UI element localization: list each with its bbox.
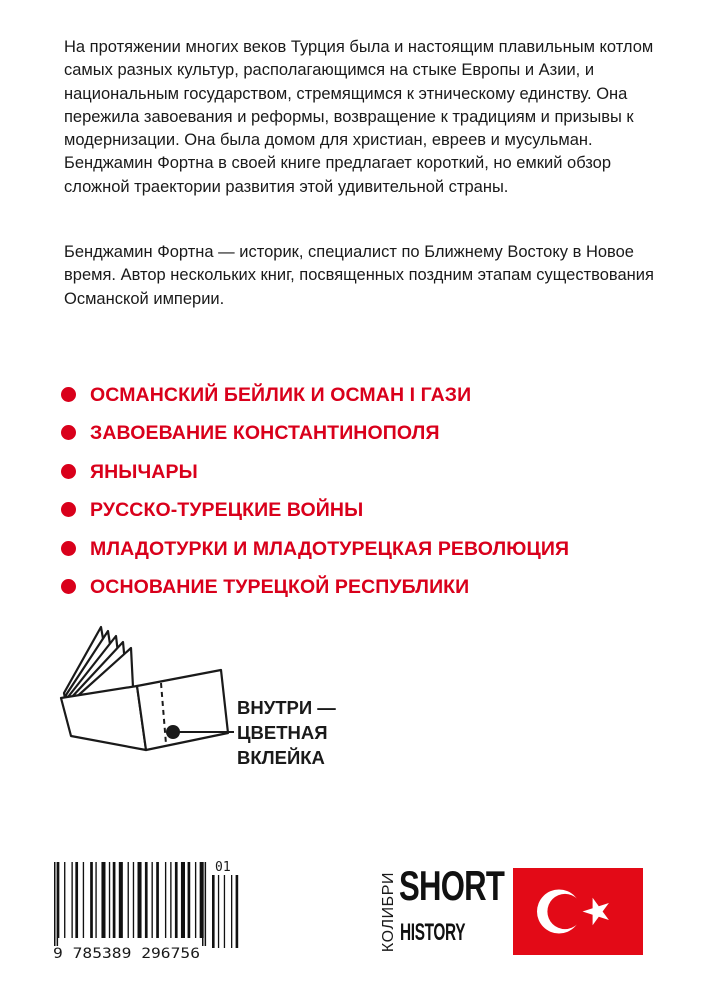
- barcode-bar: [165, 862, 166, 938]
- barcode-bar: [54, 862, 56, 946]
- series-logo-history: HISTORY: [400, 919, 466, 946]
- barcode-bar: [152, 862, 153, 938]
- barcode-bar: [71, 862, 72, 938]
- barcode-addon-digits: 01: [215, 860, 231, 875]
- feature-item: [60, 532, 569, 570]
- isbn-barcode: [52, 858, 252, 962]
- feature-label: ЯНЫЧАРЫ: [90, 460, 198, 483]
- barcode-bar: [231, 875, 232, 948]
- author-bio-paragraph: Бенджамин Фортна — историк, специалист по Ближнему Востоку в Новое время. Автор нескольких книг, посвященных поздним этапам существования Османской империи.: [64, 243, 654, 308]
- barcode-bar: [109, 862, 110, 938]
- insert-note-line-1: ВНУТРИ —: [237, 697, 336, 718]
- feature-item: [60, 378, 569, 416]
- feature-label: ОСМАНСКИЙ БЕЙЛИК И ОСМАН I ГАЗИ: [90, 384, 472, 406]
- barcode-bar: [95, 862, 96, 938]
- barcode-bar: [101, 862, 105, 938]
- insert-note-line-2: ЦВЕТНАЯ: [237, 722, 328, 743]
- bullet-icon: [61, 464, 76, 479]
- barcode-bar: [128, 862, 129, 938]
- barcode-bar: [181, 862, 185, 938]
- feature-item: [60, 455, 569, 493]
- barcode-bar: [133, 862, 134, 938]
- description-paragraph: На протяжении многих веков Турция была и настоящим плавильным котлом самых разных культур, располагающимся на стыке Европы и Азии, и национальным государством, стремящимся к этническому единству. Она пережила завоевания и реформы, возвращение к традициям и призывы к модернизации. Она была домом для христиан, евреев и мусульман. Бенджамин Фортна в своей книге предлагает короткий, но емкий обзор сложной траектории развития этой удивительной страны.: [64, 38, 654, 196]
- series-logo-short: SHORT: [399, 862, 505, 909]
- feature-label: ЗАВОЕВАНИЕ КОНСТАНТИНОПОЛЯ: [90, 422, 440, 445]
- feature-list: [60, 378, 569, 608]
- barcode-bar: [145, 862, 148, 938]
- feature-label: МЛАДОТУРКИ И МЛАДОТУРЕЦКАЯ РЕВОЛЮЦИЯ: [90, 537, 570, 560]
- barcode-bar: [195, 862, 196, 938]
- barcode-bar: [212, 875, 215, 948]
- barcode-bar: [138, 862, 142, 938]
- publisher-name: КОЛИБРИ: [380, 871, 397, 953]
- barcode-bar: [64, 862, 65, 938]
- bullet-icon: [61, 387, 76, 402]
- turkey-flag-icon: [513, 868, 643, 955]
- barcode-bar: [58, 862, 59, 938]
- barcode-bar: [188, 862, 191, 938]
- barcode-bar: [236, 875, 239, 948]
- color-insert-note: [237, 695, 336, 770]
- barcode-bar: [175, 862, 178, 938]
- feature-item: [60, 493, 569, 531]
- feature-label: РУССКО-ТУРЕЦКИЕ ВОЙНЫ: [90, 499, 364, 522]
- barcode-bar: [156, 862, 159, 938]
- barcode-bar: [83, 862, 84, 938]
- publisher-logo: [380, 868, 398, 956]
- barcode-bar: [113, 862, 116, 938]
- barcode-bar: [205, 862, 207, 946]
- barcode-bar: [57, 862, 59, 946]
- feature-item: [60, 416, 569, 454]
- barcode-bar: [224, 875, 225, 948]
- barcode-bar: [170, 862, 171, 938]
- bullet-icon: [61, 579, 76, 594]
- barcode-bar: [218, 875, 219, 948]
- insert-note-line-3: ВКЛЕЙКА: [237, 747, 325, 768]
- barcode-digits: 9 785389 296756: [53, 946, 200, 962]
- bullet-icon: [61, 502, 76, 517]
- barcode-bar: [75, 862, 78, 938]
- open-book-icon: [56, 618, 236, 758]
- bullet-icon: [61, 425, 76, 440]
- barcode-bar: [202, 862, 204, 946]
- barcode-bars: [54, 862, 238, 948]
- barcode-bar: [119, 862, 123, 938]
- barcode-bar: [90, 862, 93, 938]
- bullet-icon: [61, 541, 76, 556]
- feature-item: [60, 570, 569, 608]
- feature-label: ОСНОВАНИЕ ТУРЕЦКОЙ РЕСПУБЛИКИ: [90, 575, 470, 598]
